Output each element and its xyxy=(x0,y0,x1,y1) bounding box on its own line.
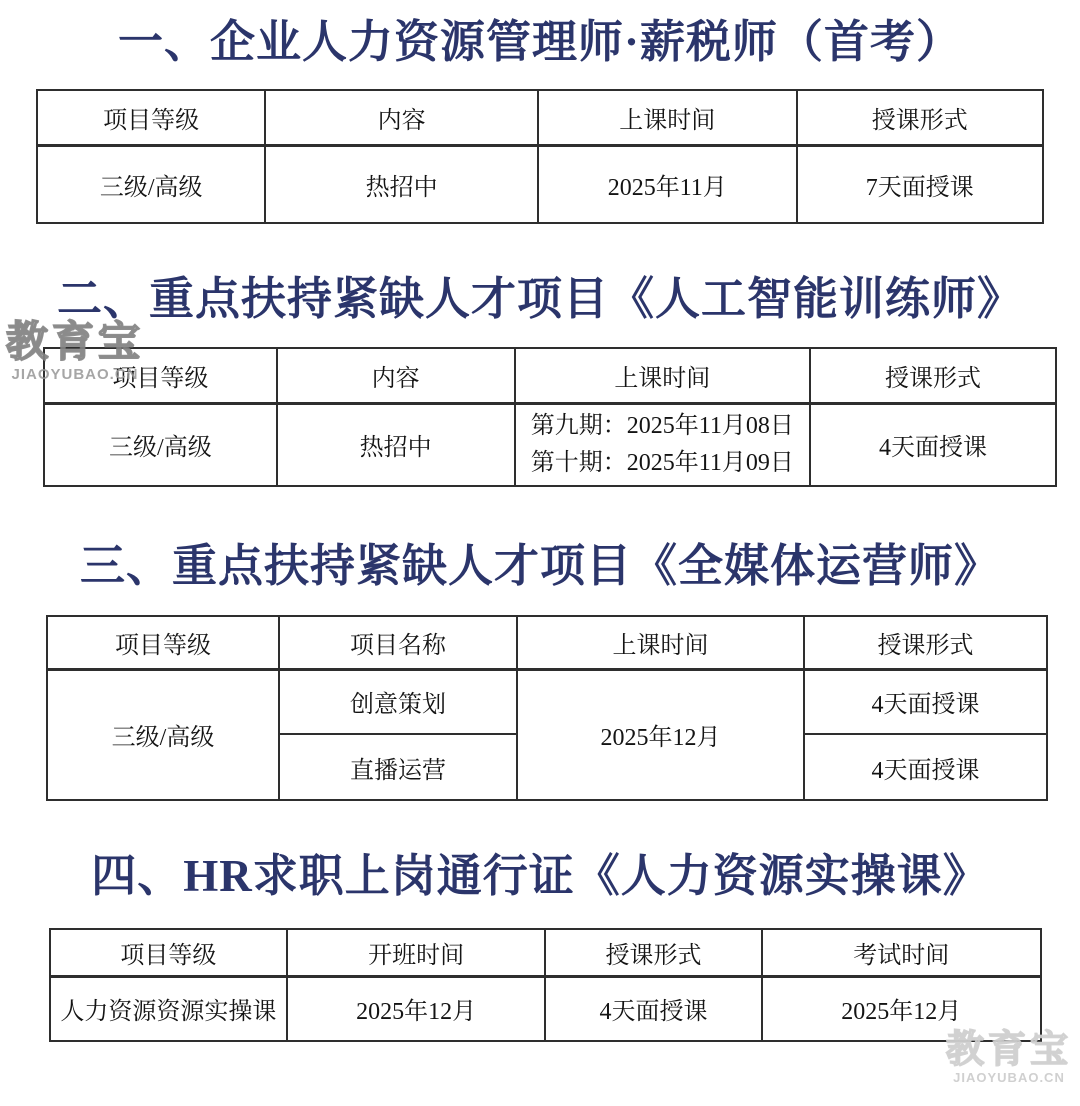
table-header-row xyxy=(47,616,1047,669)
jiaoyubao-logo-text: 教育宝 xyxy=(946,1029,1073,1071)
jiaoyubao-logo-text: 教育宝 xyxy=(6,320,145,366)
table-cell: 4天面授课 xyxy=(804,734,1047,800)
column-header: 授课形式 xyxy=(797,90,1043,145)
table-row xyxy=(37,145,1043,223)
section-3-title: 三、重点扶持紧缺人才项目《全媒体运营师》 xyxy=(79,541,1000,591)
column-header: 项目等级 xyxy=(37,90,265,145)
cell-line: 第十期：2025年11月09日 xyxy=(530,449,794,476)
column-header: 开班时间 xyxy=(287,929,546,976)
table-header-row xyxy=(37,90,1043,145)
table-header-row xyxy=(44,348,1056,403)
table-row xyxy=(44,403,1056,486)
column-header: 项目等级 xyxy=(50,929,287,976)
column-header: 授课形式 xyxy=(545,929,761,976)
column-header: 上课时间 xyxy=(515,348,811,403)
table-row xyxy=(47,669,1047,734)
column-header: 内容 xyxy=(277,348,515,403)
table-cell: 热招中 xyxy=(277,403,515,486)
table-cell: 4天面授课 xyxy=(810,403,1056,486)
section-4-table xyxy=(49,928,1042,1042)
section-2-table xyxy=(43,347,1057,487)
column-header: 授课形式 xyxy=(810,348,1056,403)
section-1-table xyxy=(36,89,1044,224)
column-header: 项目名称 xyxy=(279,616,517,669)
table-cell: 4天面授课 xyxy=(545,976,761,1041)
column-header: 上课时间 xyxy=(538,90,797,145)
section-2-title: 二、重点扶持紧缺人才项目《人工智能训练师》 xyxy=(56,274,1023,324)
section-4-title: 四、HR求职上岗通行证《人力资源实操课》 xyxy=(91,851,989,901)
column-header: 授课形式 xyxy=(804,616,1047,669)
section-3-table xyxy=(46,615,1048,801)
column-header: 考试时间 xyxy=(762,929,1041,976)
table-cell: 人力资源资源实操课 xyxy=(50,976,287,1041)
column-header: 上课时间 xyxy=(517,616,804,669)
table-cell: 三级/高级 xyxy=(44,403,277,486)
table-cell: 2025年11月 xyxy=(538,145,797,223)
table-row xyxy=(50,976,1041,1041)
table-header-row xyxy=(50,929,1041,976)
table-cell: 2025年12月 xyxy=(762,976,1041,1041)
table-cell: 直播运营 xyxy=(279,734,517,800)
column-header: 项目等级 xyxy=(47,616,279,669)
table-cell: 2025年12月 xyxy=(287,976,546,1041)
table-cell: 三级/高级 xyxy=(37,145,265,223)
jiaoyubao-url-text: JIAOYUBAO.CN xyxy=(953,1070,1065,1085)
table-cell: 热招中 xyxy=(265,145,538,223)
jiaoyubao-url-text: JIAOYUBAO.CN xyxy=(11,366,139,383)
table-cell xyxy=(515,403,811,486)
table-cell: 三级/高级 xyxy=(47,669,279,800)
table-cell: 4天面授课 xyxy=(804,669,1047,734)
section-1-title: 一、企业人力资源管理师·薪税师（首考） xyxy=(117,17,962,67)
table-cell: 创意策划 xyxy=(279,669,517,734)
column-header: 项目等级 xyxy=(44,348,277,403)
table-cell: 2025年12月 xyxy=(517,669,804,800)
cell-line: 第九期：2025年11月08日 xyxy=(530,412,794,439)
column-header: 内容 xyxy=(265,90,538,145)
table-cell: 7天面授课 xyxy=(797,145,1043,223)
